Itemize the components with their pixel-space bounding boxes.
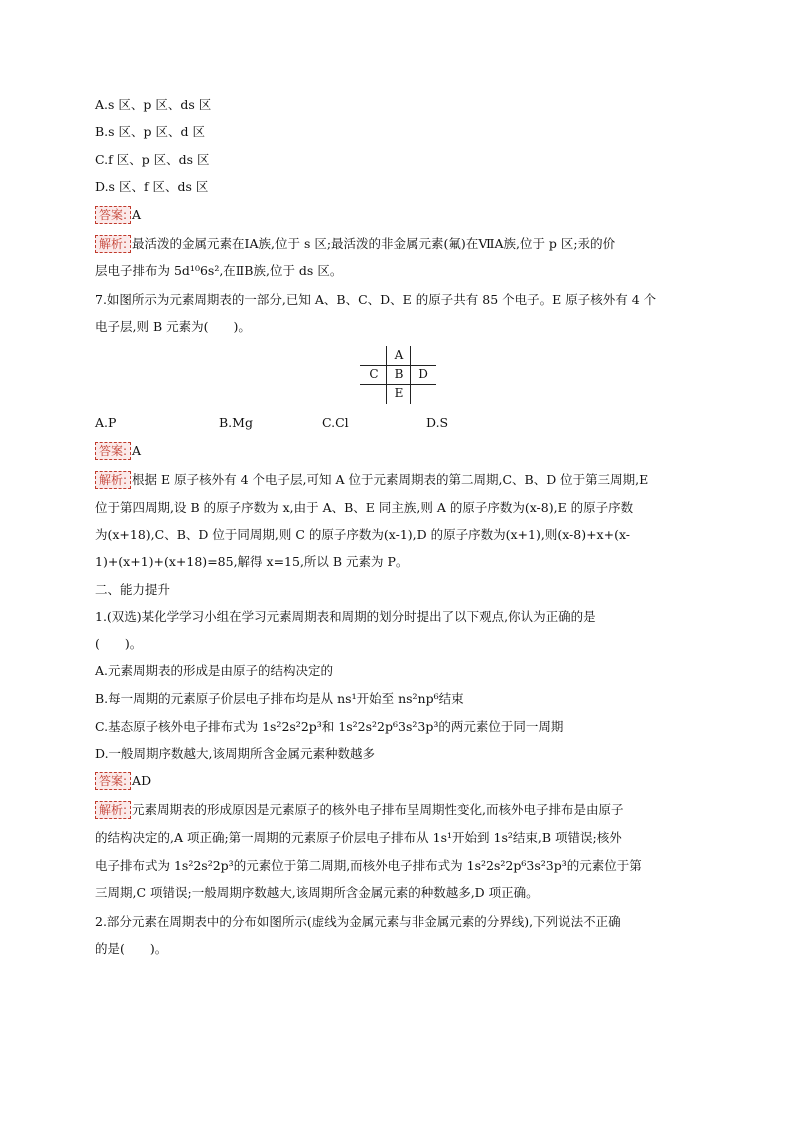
analysis-tag: 解析:	[95, 235, 131, 253]
answer-value: AD	[132, 773, 152, 788]
q7-option-b: B.Mg	[219, 415, 253, 430]
analysis-text: 元素周期表的形成原因是元素原子的核外电子排布呈周期性变化,而核外电子排布是由原子	[132, 802, 624, 817]
q1-analysis-4: 三周期,C 项错误;一般周期序数越大,该周期所含金属元素的种数越多,D 项正确。	[95, 885, 539, 900]
q1-option-d: D.一般周期序数越大,该周期所含金属元素种数越多	[95, 746, 376, 761]
q2-stem-2: 的是( )。	[95, 941, 168, 956]
analysis-text: 根据 E 原子核外有 4 个电子层,可知 A 位于元素周期表的第二周期,C、B、D 位于第三周期,E	[132, 472, 649, 487]
q7-stem-2: 电子层,则 B 元素为( )。	[95, 319, 251, 334]
cell-b: B	[394, 367, 404, 381]
q2-stem-1: 2.部分元素在周期表中的分布如图所示(虚线为金属元素与非金属元素的分界线),下列说法不正确	[95, 914, 621, 929]
q6-analysis-2: 层电子排布为 5d¹⁰6s²,在ⅡB族,位于 ds 区。	[95, 263, 343, 278]
q1-answer	[95, 772, 151, 790]
analysis-tag: 解析:	[95, 471, 131, 489]
analysis-tag: 解析:	[95, 801, 131, 819]
q1-analysis-1	[95, 801, 624, 819]
answer-tag: 答案:	[95, 772, 131, 790]
answer-tag: 答案:	[95, 442, 131, 460]
q1-option-a: A.元素周期表的形成是由原子的结构决定的	[95, 663, 334, 678]
q7-option-a: A.P	[95, 415, 117, 430]
q7-options	[95, 414, 448, 432]
q1-stem-1: 1.(双选)某化学学习小组在学习元素周期表和周期的划分时提出了以下观点,你认为正确的是	[95, 609, 596, 624]
q6-option-a: A.s 区、p 区、ds 区	[95, 97, 212, 112]
q6-analysis-1	[95, 235, 615, 253]
q7-analysis-1	[95, 471, 648, 489]
q6-answer	[95, 206, 141, 224]
q7-option-d: D.S	[426, 415, 449, 430]
q7-option-c: C.Cl	[322, 415, 349, 430]
answer-value: A	[132, 443, 142, 458]
periodic-table-fragment	[360, 346, 436, 404]
answer-tag: 答案:	[95, 206, 131, 224]
q7-answer	[95, 442, 141, 460]
q1-analysis-2: 的结构决定的,A 项正确;第一周期的元素原子价层电子排布从 1s¹开始到 1s²结束,B 项错误;核外	[95, 830, 622, 845]
q7-analysis-2: 位于第四周期,设 B 的原子序数为 x,由于 A、B、E 同主族,则 A 的原子序数为(x-8),E 的原子序数	[95, 500, 634, 515]
q6-option-d: D.s 区、f 区、ds 区	[95, 179, 209, 194]
q1-analysis-3: 电子排布式为 1s²2s²2p³的元素位于第二周期,而核外电子排布式为 1s²2s²2p⁶3s²3p³的元素位于第	[95, 858, 642, 873]
q6-option-b: B.s 区、p 区、d 区	[95, 124, 205, 139]
cell-e: E	[394, 386, 404, 400]
q7-analysis-4: 1)+(x+1)+(x+18)=85,解得 x=15,所以 B 元素为 P。	[95, 554, 409, 569]
q7-stem-1: 7.如图所示为元素周期表的一部分,已知 A、B、C、D、E 的原子共有 85 个电子。E 原子核外有 4 个	[95, 292, 657, 307]
answer-value: A	[132, 207, 142, 222]
q7-analysis-3: 为(x+18),C、B、D 位于同周期,则 C 的原子序数为(x-1),D 的原子序数为(x+1),则(x-8)+x+(x-	[95, 527, 631, 542]
cell-a: A	[394, 348, 404, 362]
section-heading: 二、能力提升	[95, 582, 171, 597]
cell-d: D	[418, 367, 428, 381]
q1-option-b: B.每一周期的元素原子价层电子排布均是从 ns¹开始至 ns²np⁶结束	[95, 691, 464, 706]
cell-c: C	[369, 367, 379, 381]
q6-option-c: C.f 区、p 区、ds 区	[95, 152, 210, 167]
analysis-text: 最活泼的金属元素在ⅠA族,位于 s 区;最活泼的非金属元素(氟)在ⅦA族,位于 p 区;汞的价	[132, 236, 616, 251]
q1-option-c: C.基态原子核外电子排布式为 1s²2s²2p³和 1s²2s²2p⁶3s²3p³的两元素位于同一周期	[95, 719, 564, 734]
q1-stem-2: ( )。	[95, 636, 143, 651]
